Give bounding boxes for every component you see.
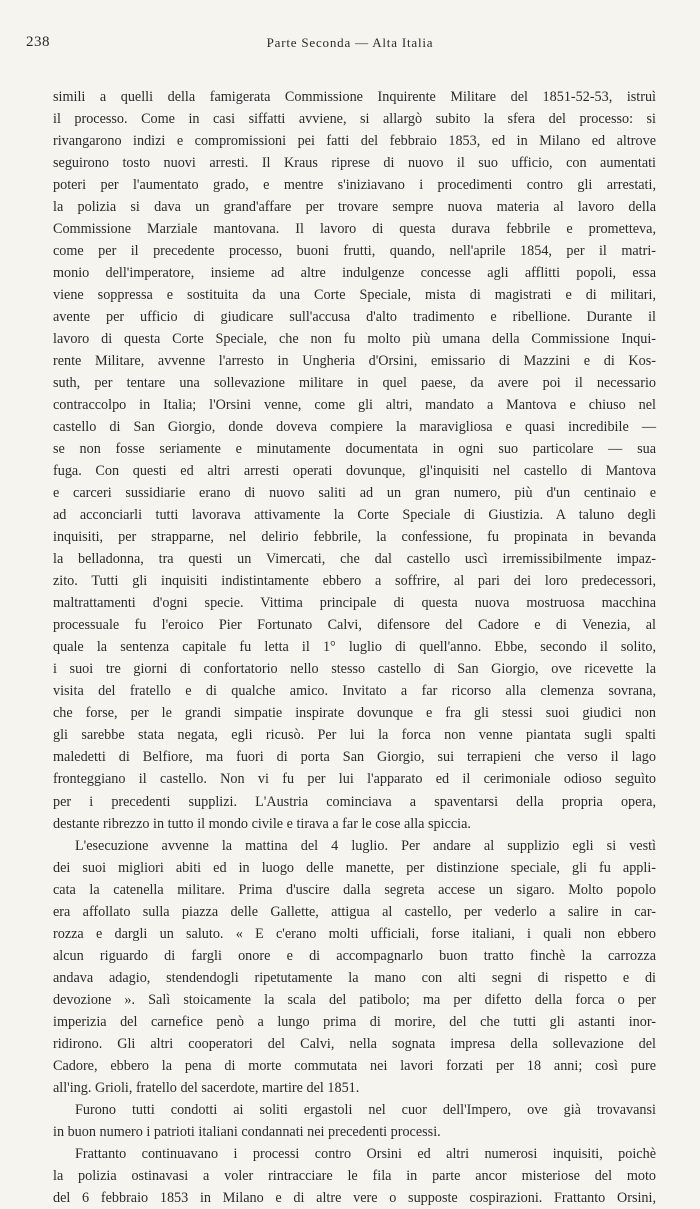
text-line: simili a quelli della famigerata Commissione Inquirente Militare del 1851-52-53, istruì [53, 89, 656, 105]
text-line: ridirono. Gli altri cooperatori del Calvi, nella sognata impresa della sollevazione del [53, 1035, 656, 1052]
text-line: destante ribrezzo in tutto il mondo civile e tirava a far le cose alla spiccia. [53, 815, 471, 832]
text-line: la belladonna, tra questi un Vimercati, che dal castello uscì irremissibilmente impaz- [53, 551, 656, 568]
text-line: cata la catenella militare. Prima d'uscire dalla segreta accese un sigaro. Molto popolo [53, 881, 656, 898]
text-line: rivangarono indizi e compromissioni pei fatti del febbraio 1853, ed in Milano ed altrove [53, 133, 656, 150]
text-line: rente Militare, avvenne l'arresto in Ungheria d'Orsini, emissario di Mazzini e di Kos- [53, 353, 656, 370]
text-line: suth, per tentare una sollevazione militare in quel paese, da avere poi il necessario [53, 375, 656, 392]
text-line: e carceri sussidiarie erano di nuovo saliti ad un gran numero, più d'un centinaio e [53, 485, 656, 502]
text-line: era affollato sulla piazza delle Gallette, attigua al castello, per vederlo a salire in car- [53, 903, 656, 920]
text-line: castello di San Giorgio, donde doveva compiere la maravigliosa e quasi incredibile — [53, 419, 656, 436]
page-number: 238 [26, 34, 50, 50]
body-text [53, 86, 656, 1209]
text-line: poteri per l'aumentato grado, e mentre s'iniziavano i procedimenti contro gli arrestati, [53, 177, 656, 194]
text-line: se non fosse seriamente e minutamente documentata in ogni suo particolare — sua [53, 441, 656, 458]
text-line: Cadore, ebbero la pena di morte commutata nei lavori forzati per 18 anni; così pure [53, 1057, 656, 1074]
text-line: per i precedenti supplizi. L'Austria cominciava a spaventarsi della propria opera, [53, 793, 656, 810]
text-line: quale la sentenza capitale fu letta il 1° luglio di quell'anno. Ebbe, secondo il solito, [53, 639, 656, 656]
text-line: la polizia ostinavasi a voler rintracciare le fila in parte ancor misteriose del moto [53, 1167, 656, 1184]
text-line: il processo. Come in casi siffatti avviene, si allargò subito la sfera del processo: si [53, 111, 656, 128]
text-line: avente per ufficio di giudicare sull'accusa d'alto tradimento e ribellione. Durante il [53, 309, 656, 326]
text-line: fuga. Con questi ed altri arresti operati dovunque, gl'inquisiti nel castello di Mantova [53, 463, 656, 480]
text-line: processuale fu l'eroico Pier Fortunato Calvi, difensore del Cadore e di Venezia, al [53, 617, 656, 634]
text-line: Frattanto continuavano i processi contro Orsini ed altri numerosi inquisiti, poichè [75, 1145, 656, 1162]
text-line: Furono tutti condotti ai soliti ergastoli nel cuor dell'Impero, ove già trovavansi [75, 1101, 656, 1118]
text-line: fronteggiano il castello. Non vi fu per lui l'apparato ed il cerimoniale odioso seguìto [53, 771, 656, 788]
text-line: la polizia si dava un grand'affare per trovare sempre nuova materia al lavoro della [53, 199, 656, 216]
text-line: maltrattamenti d'ogni specie. Vittima principale di questa nuova mostruosa macchina [53, 595, 656, 612]
text-line: contraccolpo in Italia; l'Orsini venne, come gli altri, mandato a Mantova e chiuso nel [53, 397, 656, 414]
text-line: andava adagio, stendendogli ripetutamente la mano con alti segni di rispetto e di [53, 969, 656, 986]
text-line: alcun riguardo di fargli onore e di accompagnarlo buon tratto finchè la carrozza [53, 947, 656, 964]
text-line: monio dell'imperatore, insieme ad altre indulgenze concesse agli afflitti popoli, essa [53, 265, 656, 282]
text-line: dei suoi migliori abiti ed in luogo delle manette, per distinzione speciale, gli fu appli- [53, 859, 656, 876]
text-line: Commissione Marziale mantovana. Il lavoro di questa durava febbrile e prometteva, [53, 221, 656, 238]
text-line: L'esecuzione avvenne la mattina del 4 luglio. Per andare al supplizio egli si vestì [75, 837, 656, 854]
text-line: all'ing. Grioli, fratello del sacerdote, martire del 1851. [53, 1079, 360, 1096]
text-line: viene soppressa e sostituita da una Corte Speciale, mista di magistrati e di militari, [53, 287, 656, 304]
running-title: Parte Seconda — Alta Italia [266, 35, 434, 50]
text-line: rozza e dargli un saluto. « E c'erano molti ufficiali, forse italiani, i quali non ebbero [53, 925, 656, 942]
text-line: visita del fratello e di qualche amico. Invitato a far ricorso alla clemenza sovrana, [53, 683, 656, 700]
text-line: maledetti di Belfiore, ma fuori di porta San Giorgio, sui terrapieni che verso il lago [53, 749, 656, 766]
text-line: che forse, per le grandi simpatie inspirate dovunque e fra gli stessi suoi giudici non [53, 705, 656, 722]
text-line: gli sarebbe stata negata, egli ricusò. Per lui la forca non venne piantata sugli spalti [53, 727, 656, 744]
text-line: in buon numero i patrioti italiani condannati nei precedenti processi. [53, 1123, 441, 1140]
running-head [26, 34, 674, 54]
text-line: zito. Tutti gli inquisiti indistintamente ebbero a soffrire, al pari dei loro predecessori, [53, 573, 656, 590]
text-line: del 6 febbraio 1853 in Milano e di altre vere o supposte cospirazioni. Frattanto Orsini, [53, 1189, 656, 1206]
text-line: inquisiti, per strapparne, nel delirio febbrile, la confessione, fu propinata in bevanda [53, 529, 656, 546]
text-line: seguirono tosto nuovi arresti. Il Kraus riprese di nuovo il suo ufficio, con aumentati [53, 155, 656, 172]
text-line: i suoi tre giorni di confortatorio nello stesso castello di San Giorgio, ove ricevette la [53, 661, 656, 678]
text-line: come per il precedente processo, buoni frutti, quando, nell'aprile 1854, per il matri- [53, 243, 656, 260]
text-line: ad acconciarli tutti lavorava attivamente la Corte Speciale di Giustizia. A taluno degli [53, 507, 656, 524]
text-line: imperizia del carnefice penò a lungo prima di morire, del che tutti gli astanti inor- [53, 1013, 656, 1030]
text-line: devozione ». Salì stoicamente la scala del patibolo; ma per difetto della forca o per [53, 991, 656, 1008]
text-line: lavoro di questa Corte Speciale, che non fu molto più umana della Commissione Inqui- [53, 331, 656, 348]
